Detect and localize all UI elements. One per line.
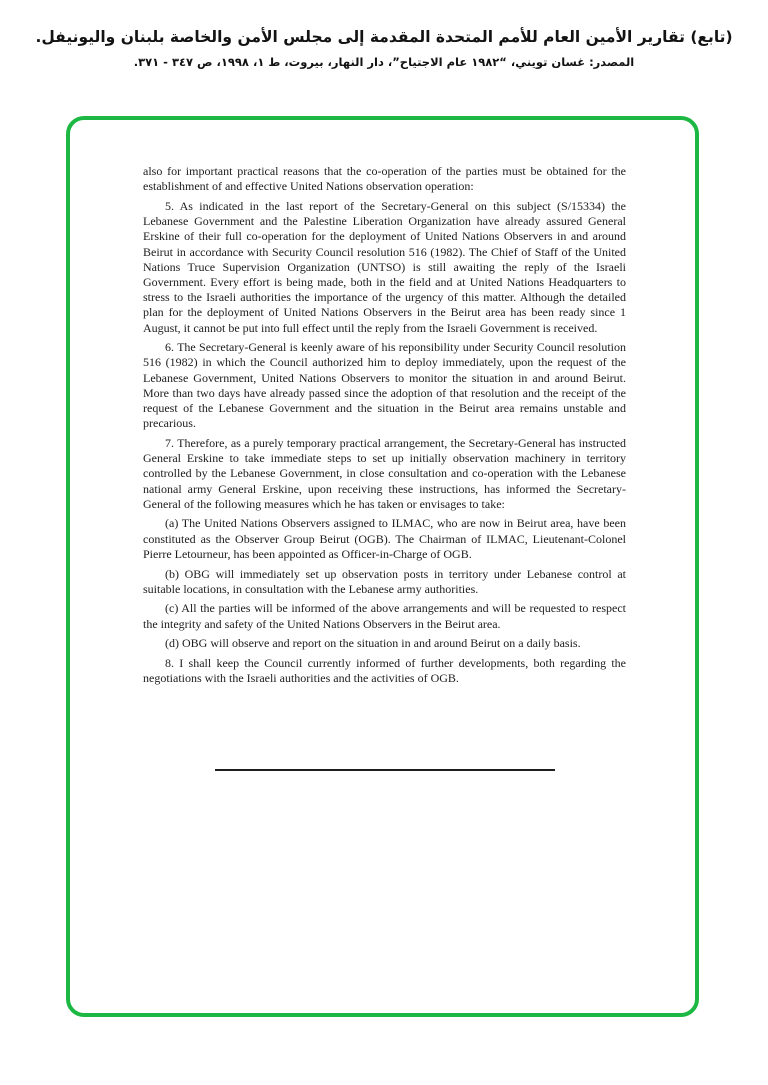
paragraph-5: 5. As indicated in the last report of the Secretary-General on this subject (S/15334) the Lebanese Government and the Palestine Liberation Organization have already assured General Erskine of their full co-operation for the deployment of United Nations Observers in and around Beirut in accordance with Security Council resolution 516 (1982). The Chief of Staff of the United Nations Truce Supervision Organization (UNTSO) is still awaiting the reply of the Israeli Government. Every effort is being made, both in the field and at United Nations Headquarters to stress to the Israeli authorities the importance of the urgency of this matter. Although the detailed plan for the deployment of United Nations Observers in the Beirut area has been ready since 1 August, it cannot be put into full effect until the reply from the Israeli Government is received. (143, 198, 626, 335)
paragraph-continuation: also for important practical reasons that the co-operation of the parties must be obtained for the establishment of and effective United Nations observation operation: (143, 164, 626, 194)
paragraph-7b: (b) OBG will immediately set up observation posts in territory under Lebanese control at suitable locations, in consultation with the Lebanese army authorities. (143, 566, 626, 596)
paragraph-7d: (d) OBG will observe and report on the situation in and around Beirut on a daily basis. (165, 636, 581, 651)
paragraph-8: 8. I shall keep the Council currently informed of further developments, both regarding the negotiations with the Israeli authorities and the activities of OGB. (143, 656, 626, 686)
paragraph-7a: (a) The United Nations Observers assigned to ILMAC, who are now in Beirut area, have been constituted as the Observer Group Beirut (OGB). The Chairman of ILMAC, Lieutenant-Colonel Pierre Letourneur, has been appointed as Officer-in-Charge of OGB. (143, 516, 626, 561)
paragraph-7c: (c) All the parties will be informed of the above arrangements and will be requested to respect the integrity and safety of the United Nations Observers in the Beirut area. (143, 601, 626, 631)
header-source-line: المصدر: غسان تويني، “١٩٨٢ عام الاجتياح”، دار النهار، بيروت، ط ١، ١٩٩٨، ص ٣٤٧ - ٣٧١. (133, 55, 635, 69)
paragraph-7: 7. Therefore, as a purely temporary practical arrangement, the Secretary-General has instructed General Erskine to take immediate steps to set up initially observation machinery in territory controlled by the Lebanese Government, in close consultation and co-operation with the Lebanese national army General Erskine, upon receiving these instructions, has informed the Secretary-General of the following measures which he has taken or envisages to take: (143, 435, 626, 511)
header-title: (تابع) تقارير الأمين العام للأمم المتحدة المقدمة إلى مجلس الأمن والخاصة بلبنان واليونيفل. (35, 28, 733, 46)
paragraph-6: 6. The Secretary-General is keenly aware of his reponsibility under Security Council resolution 516 (1982) in which the Council authorized him to deploy immediately, upon the request of the Lebanese Government, United Nations Observers to monitor the situation in and around Beirut. More than two days have already passed since the adoption of that resolution and the receipt of the request of the Lebanese Government and the situation in the Beirut area remains unstable and precarious. (143, 340, 626, 431)
document-header (0, 28, 768, 69)
end-divider (215, 769, 555, 771)
content-frame (66, 116, 699, 1017)
document-body (143, 164, 626, 771)
